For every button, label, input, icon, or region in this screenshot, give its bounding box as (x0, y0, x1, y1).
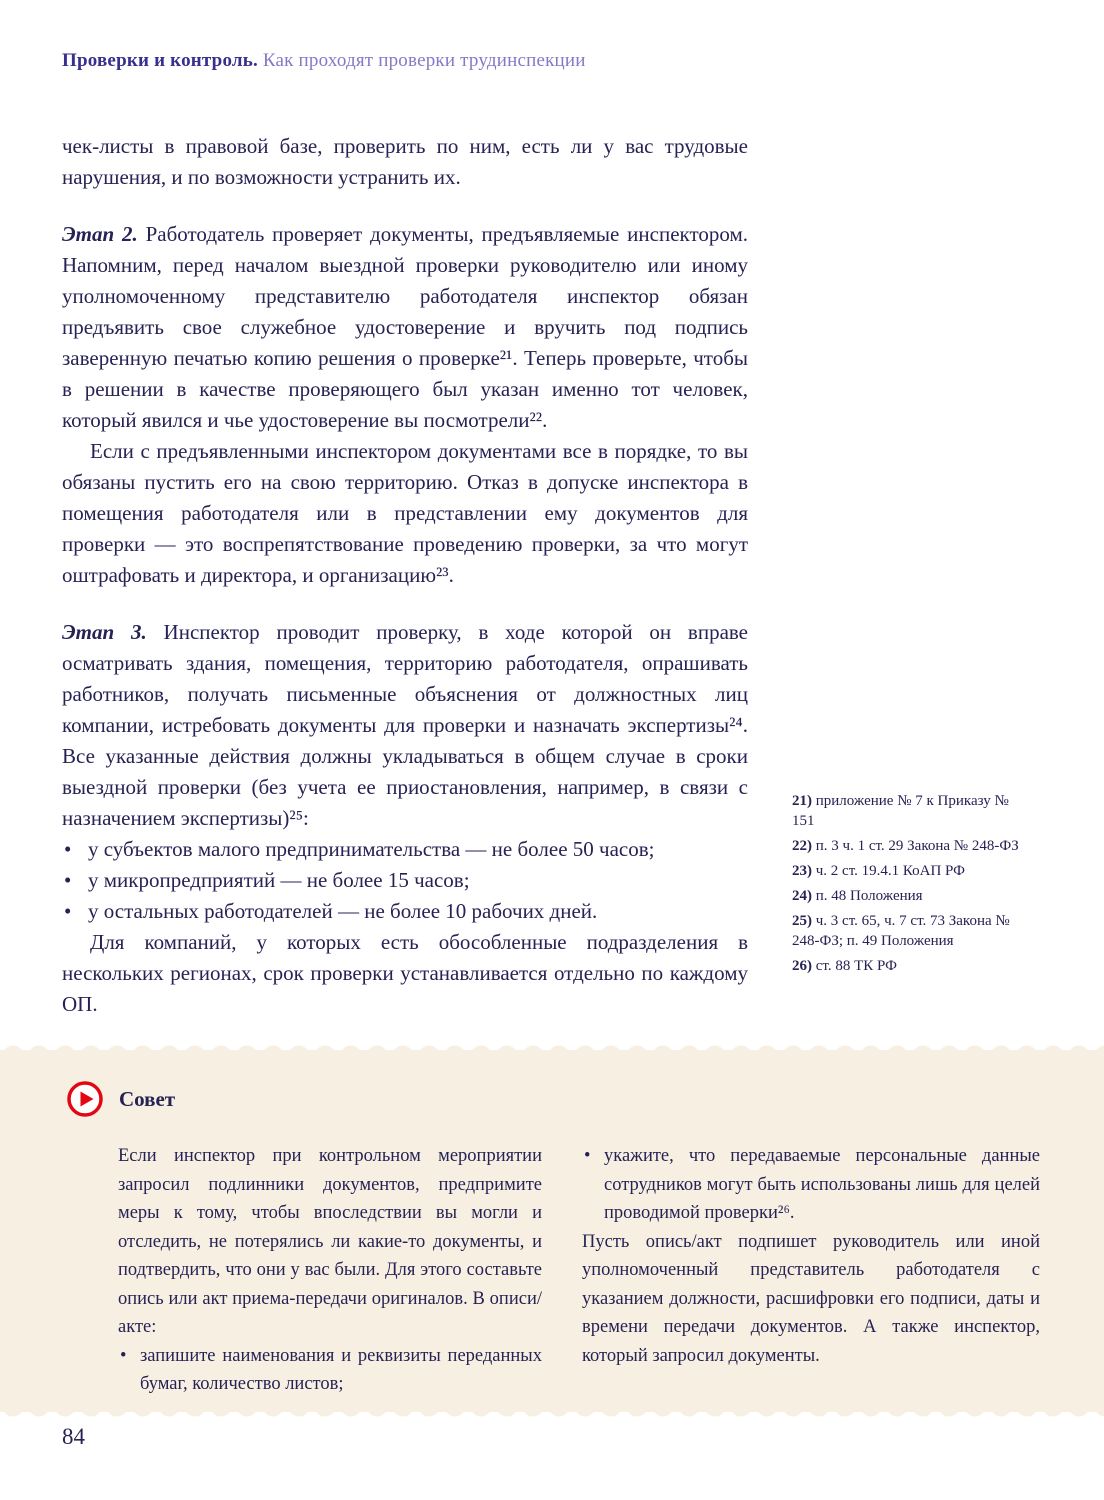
footnote (792, 836, 1032, 856)
deadline-list (62, 834, 748, 927)
footnote-text: ч. 3 ст. 65, ч. 7 ст. 73 Закона № 248-ФЗ; п. 49 Положения (792, 913, 1010, 949)
stage2-label: Этап 2. (62, 222, 138, 246)
footnote-text: п. 48 Положения (812, 888, 923, 904)
stage3-label: Этап 3. (62, 620, 147, 644)
stage3-text: Инспектор проводит проверку, в ходе которой он вправе осматривать здания, помещения, территорию работодателя, опрашивать работников, получать письменные объяснения от должностных лиц компании, истребовать документы для проверки и назначать экспертизы²⁴. Все указанные действия должны укладываться в общем случае в сроки выездной проверки (без учета ее приостановления, например, в связи с назначением экспертизы)²⁵: (62, 620, 748, 830)
section-title: Проверки и контроль. (62, 50, 258, 71)
footnote-number: 21) (792, 793, 812, 809)
running-header (62, 50, 586, 72)
tip-right-list (582, 1142, 1040, 1228)
page-number: 84 (62, 1424, 85, 1449)
tip-right-paragraph: Пусть опись/акт подпишет руководитель или иной уполномоченный представитель работодателя с указанием должности, расшифровки его подписи, даты и времени передачи документов. А также инспектор, который запросил документы. (582, 1231, 1040, 1366)
list-item: • запишите наименования и реквизиты переданных бумаг, количество листов; (118, 1342, 542, 1399)
tip-column-left (118, 1142, 542, 1399)
footnote (792, 956, 1032, 976)
footnote-number: 25) (792, 913, 812, 929)
footnote-text: приложение № 7 к Приказу № 151 (792, 793, 1009, 829)
footnote-text: п. 3 ч. 1 ст. 29 Закона № 248-ФЗ (812, 838, 1019, 854)
tip-column-right (582, 1142, 1040, 1399)
tip-left-paragraph: Если инспектор при контрольном мероприятии запросил подлинники документов, предпримите меры к тому, чтобы впоследствии вы могли и отследить, не потерялись ли какие-то документы, и подтвердить, что они у вас были. Для этого составьте опись или акт приема-передачи оригиналов. В описи/акте: (118, 1146, 542, 1337)
tip-columns (118, 1142, 1040, 1399)
stage2-paragraph (62, 219, 748, 436)
footnote (792, 886, 1032, 906)
tip-title: Совет (119, 1086, 176, 1111)
list-item: • у микропредприятий — не более 15 часов; (62, 865, 748, 896)
tip-box (0, 1050, 1104, 1412)
list-item: • у субъектов малого предпринимательства — не более 50 часов; (62, 834, 748, 865)
footnote-text: ст. 88 ТК РФ (812, 958, 897, 974)
stage3-paragraph (62, 617, 748, 834)
tip-left-list (118, 1342, 542, 1399)
list-item: • укажите, что передаваемые персональные данные сотрудников могут быть использованы лишь для целей проводимой проверки²⁶. (582, 1142, 1040, 1228)
footnotes-sidebar (792, 791, 1032, 981)
article-body (62, 131, 748, 1020)
access-paragraph: Если с предъявленными инспектором документами все в порядке, то вы обязаны пустить его на свою территорию. Отказ в допуске инспектора в помещения работодателя или в представлении ему документов для проверки — это воспрепятствование проведению проверки, за что могут оштрафовать и директора, и организацию²³. (62, 439, 748, 587)
footnote (792, 911, 1032, 951)
footnote-number: 23) (792, 863, 812, 879)
footnote-text: ч. 2 ст. 19.4.1 КоАП РФ (812, 863, 965, 879)
footnote-number: 24) (792, 888, 812, 904)
tip-header (66, 1080, 1040, 1118)
list-item: • у остальных работодателей — не более 10 рабочих дней. (62, 896, 748, 927)
stage2-text: Работодатель проверяет документы, предъявляемые инспектором. Напомним, перед началом выездной проверки руководителю или иному уполномоченному представителю работодателя инспектор обязан предъявить свое служебное удостоверение и вручить под подпись заверенную печатью копию решения о проверке²¹. Теперь проверьте, чтобы в решении в качестве проверяющего был указан именно тот человек, который явился и чье удостоверение вы посмотрели²². (62, 222, 748, 432)
tip-inner (0, 1050, 1104, 1399)
article-title: Как проходят проверки трудинспекции (257, 50, 586, 71)
play-circle-icon (66, 1080, 104, 1118)
footnote (792, 791, 1032, 831)
branches-paragraph: Для компаний, у которых есть обособленные подразделения в нескольких регионах, срок проверки устанавливается отдельно по каждому ОП. (62, 930, 748, 1016)
lead-paragraph: чек-листы в правовой базе, проверить по ним, есть ли у вас трудовые нарушения, и по возможности устранить их. (62, 134, 748, 189)
footnote-number: 26) (792, 958, 812, 974)
footnote-number: 22) (792, 838, 812, 854)
footnote (792, 861, 1032, 881)
